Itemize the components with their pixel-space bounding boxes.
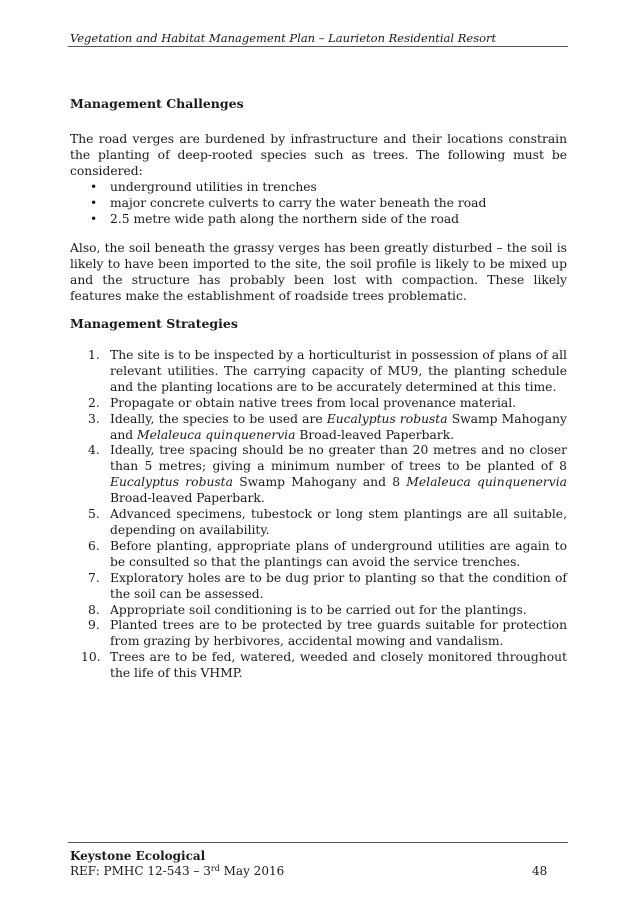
list-item	[70, 507, 567, 539]
list-number: 10.	[81, 650, 101, 665]
challenges-intro: The road verges are burdened by infrastructure and their locations constrain the planting of deep-rooted species such as trees. The following must be considered:	[70, 132, 567, 178]
list-number: 2.	[88, 395, 100, 410]
section-heading-strategies: Management Strategies	[70, 316, 238, 331]
list-item: • underground utilities in trenches	[70, 179, 567, 195]
list-text-part: Swamp Mahogany and	[110, 411, 567, 442]
list-item	[70, 618, 567, 650]
section-heading-challenges: Management Challenges	[70, 96, 244, 111]
list-number: 5.	[88, 507, 100, 522]
list-item	[70, 539, 567, 571]
list-text: The site is to be inspected by a horticulturist in possession of plans of all relevant utilities. The carrying capacity of MU9, the planting schedule and the planting locations are to be accurately determined at this time.	[110, 348, 567, 394]
reference-date: May 2016	[219, 864, 285, 878]
list-text: Appropriate soil conditioning is to be carried out for the plantings.	[110, 602, 527, 617]
header-divider	[68, 46, 568, 47]
species-name: Eucalyptus robusta	[110, 475, 233, 490]
list-text-part: Broad-leaved Paperbark.	[110, 491, 265, 506]
species-name: Melaleuca quinquenervia	[137, 427, 296, 442]
list-item	[70, 443, 567, 507]
challenges-paragraph: Also, the soil beneath the grassy verges has been greatly disturbed – the soil is likely to have been imported to the site, the soil profile is likely to be mixed up and the structure has probably been lost with compaction. These likely features make the establishment of roadside trees problematic.	[70, 241, 567, 303]
list-item: • 2.5 metre wide path along the northern side of the road	[70, 211, 567, 227]
list-number: 7.	[88, 570, 100, 585]
footer-divider	[68, 842, 568, 843]
species-name: Melaleuca quinquenervia	[406, 475, 568, 490]
list-number: 1.	[88, 348, 100, 362]
list-number: 3.	[88, 411, 100, 426]
ordinal-suffix: rd	[210, 864, 220, 873]
list-text-part: Broad-leaved Paperbark.	[295, 427, 455, 442]
list-text: Trees are to be fed, watered, weeded and closely monitored throughout the life of this VHMP.	[110, 650, 567, 681]
list-text-part: Ideally, the species to be used are	[110, 411, 327, 426]
list-number: 6.	[88, 538, 100, 553]
list-number: 4.	[88, 443, 100, 458]
footer-organisation: Keystone Ecological	[70, 849, 206, 863]
considerations-list	[70, 179, 567, 227]
running-header: Vegetation and Habitat Management Plan – Laurieton Residential Resort	[70, 31, 497, 45]
reference-text: REF: PMHC 12-543 – 3	[70, 864, 211, 878]
list-text: Before planting, appropriate plans of underground utilities are again to be consulted so that the plantings can avoid the service trenches.	[110, 538, 567, 569]
list-text: Planted trees are to be protected by tree guards suitable for protection from grazing by herbivores, accidental mowing and vandalism.	[110, 618, 567, 649]
list-text: Propagate or obtain native trees from local provenance material.	[110, 395, 517, 410]
list-item	[70, 603, 567, 619]
species-name: Eucalyptus robusta	[326, 411, 448, 426]
list-item: • major concrete culverts to carry the water beneath the road	[70, 195, 567, 211]
list-text-part: Swamp Mahogany and 8	[232, 475, 407, 490]
list-text-part: Ideally, tree spacing should be no greater than 20 metres and no closer than 5 metres; giving a minimum number of trees to be planted of 8	[110, 443, 567, 474]
list-number: 9.	[88, 618, 100, 633]
list-item	[70, 412, 567, 444]
list-item	[70, 571, 567, 603]
list-text: Exploratory holes are to be dug prior to planting so that the condition of the soil can be assessed.	[110, 570, 567, 601]
footer-reference	[70, 864, 284, 878]
page-number: 48	[532, 864, 548, 878]
list-item	[70, 348, 567, 396]
list-number: 8.	[88, 602, 100, 617]
strategies-list	[70, 348, 567, 682]
list-text: Advanced specimens, tubestock or long stem plantings are all suitable, depending on availability.	[110, 507, 567, 537]
list-item	[70, 396, 567, 412]
list-item	[70, 650, 567, 682]
